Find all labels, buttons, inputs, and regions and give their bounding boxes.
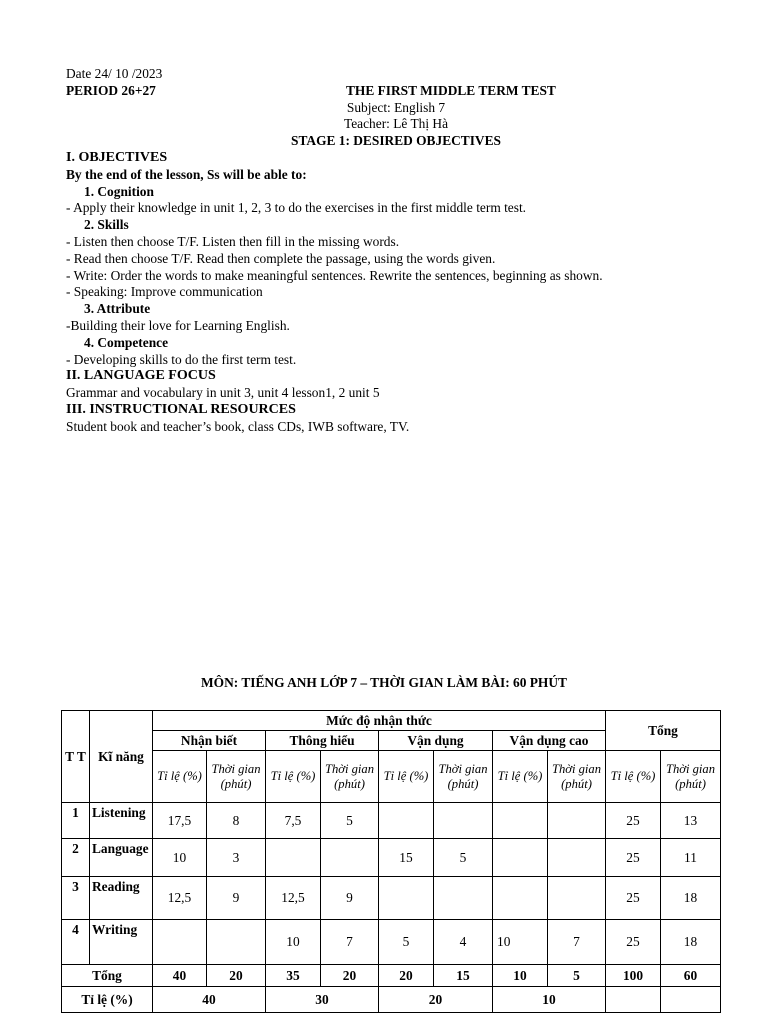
objectives-heading: I. OBJECTIVES (66, 149, 168, 165)
table-cell (379, 877, 434, 920)
table-cell: 25 (606, 803, 661, 839)
table-cell (493, 877, 548, 920)
table-cell: 3 (207, 839, 266, 877)
cognition-text: - Apply their knowledge in unit 1, 2, 3 to do the exercises in the first middle term test. (66, 200, 527, 216)
skill-name: Listening (90, 803, 153, 839)
table-cell: 25 (606, 839, 661, 877)
table-cell: 7 (321, 920, 379, 965)
ratio-cell: 40 (153, 987, 266, 1013)
table-cell: 25 (606, 877, 661, 920)
ratio-cell (606, 987, 661, 1013)
ratio-cell: 20 (379, 987, 493, 1013)
table-cell: 12,5 (266, 877, 321, 920)
table-cell: 18 (661, 920, 721, 965)
total-cell: 60 (661, 965, 721, 987)
skill-item: - Read then choose T/F. Read then complete the passage, using the words given. (66, 250, 496, 266)
total-cell: 15 (434, 965, 493, 987)
language-focus-heading: II. LANGUAGE FOCUS (66, 368, 216, 384)
test-matrix-table (61, 710, 721, 1013)
row-number: 3 (62, 877, 90, 920)
table-cell: 7,5 (266, 803, 321, 839)
ratio-cell (661, 987, 721, 1013)
ratio-subheader: Tỉ lệ (%) (379, 751, 434, 803)
table-cell: 12,5 (153, 877, 207, 920)
skill-name: Language (90, 839, 153, 877)
total-header: Tổng (606, 711, 721, 751)
table-cell: 9 (207, 877, 266, 920)
total-cell: 35 (266, 965, 321, 987)
matrix-title: MÔN: TIẾNG ANH LỚP 7 – THỜI GIAN LÀM BÀI: 60 PHÚT (201, 675, 567, 690)
language-focus-text: Grammar and vocabulary in unit 3, unit 4 lesson1, 2 unit 5 (66, 385, 380, 401)
level-recognition: Nhận biết (153, 731, 266, 751)
skill-header: Kĩ năng (90, 711, 153, 803)
tt-header: T T (62, 711, 90, 803)
total-row (62, 965, 721, 987)
time-subheader: Thời gian (phút) (548, 751, 606, 803)
total-cell: 10 (493, 965, 548, 987)
table-cell (548, 803, 606, 839)
table-row (62, 877, 721, 920)
period-label: PERIOD 26+27 (66, 82, 156, 98)
table-cell (434, 877, 493, 920)
subject-line: Subject: English 7 (346, 99, 446, 115)
table-cell: 17,5 (153, 803, 207, 839)
table-cell: 8 (207, 803, 266, 839)
table-cell: 5 (379, 920, 434, 965)
level-application: Vận dụng (379, 731, 493, 751)
row-number: 2 (62, 839, 90, 877)
table-cell: 10 (493, 920, 548, 965)
table-cell: 10 (153, 839, 207, 877)
level-advanced-application: Vận dụng cao (493, 731, 606, 751)
total-cell: 100 (606, 965, 661, 987)
cognition-heading: 1. Cognition (84, 183, 154, 199)
table-row (62, 803, 721, 839)
table-cell: 25 (606, 920, 661, 965)
test-title: THE FIRST MIDDLE TERM TEST (346, 82, 556, 98)
date-line: Date 24/ 10 /2023 (66, 66, 163, 81)
table-cell (207, 920, 266, 965)
ratio-subheader: Tỉ lệ (%) (606, 751, 661, 803)
resources-heading: III. INSTRUCTIONAL RESOURCES (66, 401, 296, 417)
level-comprehension: Thông hiểu (266, 731, 379, 751)
table-cell: 4 (434, 920, 493, 965)
competence-text: - Developing skills to do the first term test. (66, 351, 297, 367)
skill-name: Reading (90, 877, 153, 920)
skills-heading: 2. Skills (84, 217, 129, 233)
table-cell (321, 839, 379, 877)
row-number: 4 (62, 920, 90, 965)
ratio-cell: 10 (493, 987, 606, 1013)
skill-item: - Listen then choose T/F. Listen then fill in the missing words. (66, 233, 400, 249)
row-number: 1 (62, 803, 90, 839)
table-cell: 7 (548, 920, 606, 965)
attribute-text: -Building their love for Learning English. (66, 317, 290, 333)
table-row (62, 839, 721, 877)
time-subheader: Thời gian (phút) (661, 751, 721, 803)
table-cell: 18 (661, 877, 721, 920)
ratio-subheader: Tỉ lệ (%) (153, 751, 207, 803)
table-cell (548, 839, 606, 877)
table-cell: 11 (661, 839, 721, 877)
ratio-label: Tỉ lệ (%) (62, 987, 153, 1013)
time-subheader: Thời gian (phút) (434, 751, 493, 803)
total-cell: 5 (548, 965, 606, 987)
table-cell (153, 920, 207, 965)
total-cell: 20 (207, 965, 266, 987)
stage-heading: STAGE 1: DESIRED OBJECTIVES (291, 133, 501, 149)
table-cell (379, 803, 434, 839)
table-cell (493, 839, 548, 877)
table-cell: 10 (266, 920, 321, 965)
table-cell (548, 877, 606, 920)
total-label: Tổng (62, 965, 153, 987)
table-cell: 15 (379, 839, 434, 877)
ratio-cell: 30 (266, 987, 379, 1013)
table-row (62, 920, 721, 965)
table-cell: 9 (321, 877, 379, 920)
teacher-line: Teacher: Lê Thị Hà (343, 116, 449, 132)
skill-item: - Write: Order the words to make meaningful sentences. Rewrite the sentences, beginning as shown. (66, 267, 603, 283)
objectives-intro: By the end of the lesson, Ss will be able to: (66, 166, 307, 182)
level-header: Mức độ nhận thức (153, 711, 606, 731)
skill-name: Writing (90, 920, 153, 965)
time-subheader: Thời gian (phút) (207, 751, 266, 803)
total-cell: 20 (321, 965, 379, 987)
table-cell: 5 (434, 839, 493, 877)
ratio-subheader: Tỉ lệ (%) (493, 751, 548, 803)
table-cell (434, 803, 493, 839)
competence-heading: 4. Competence (84, 334, 169, 350)
time-subheader: Thời gian (phút) (321, 751, 379, 803)
lesson-plan (66, 66, 726, 436)
table-cell (493, 803, 548, 839)
attribute-heading: 3. Attribute (84, 301, 151, 317)
ratio-row (62, 987, 721, 1013)
ratio-subheader: Tỉ lệ (%) (266, 751, 321, 803)
skill-item: - Speaking: Improve communication (66, 284, 263, 300)
resources-text: Student book and teacher’s book, class CDs, IWB software, TV. (66, 418, 410, 434)
total-cell: 20 (379, 965, 434, 987)
table-cell: 5 (321, 803, 379, 839)
table-cell: 13 (661, 803, 721, 839)
table-cell (266, 839, 321, 877)
total-cell: 40 (153, 965, 207, 987)
